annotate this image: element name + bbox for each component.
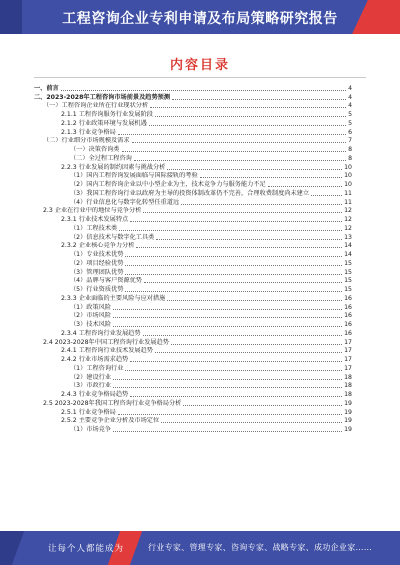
toc-entry-label: （1）专业技术优势 (70, 251, 124, 258)
toc-leader-dots (113, 309, 342, 310)
toc-entry-page: 7 (348, 137, 352, 145)
toc-entry[interactable] (34, 303, 352, 312)
toc-entry-label: 2.5.2 主要竞争企业分析及市场定位 (61, 417, 160, 425)
toc-entry-label: （2）建设行业 (70, 373, 112, 381)
toc-entry[interactable] (34, 355, 352, 364)
report-title: 工程咨询企业专利申请及布局策略研究报告 (62, 11, 338, 27)
toc-entry-page: 10 (344, 163, 352, 171)
toc-leader-dots (132, 142, 346, 143)
toc-leader-dots (167, 300, 342, 301)
toc-entry[interactable] (34, 390, 352, 399)
toc-leader-dots (136, 247, 342, 248)
toc-leader-dots (130, 361, 342, 362)
toc-entry-page: 12 (344, 216, 352, 223)
toc-entry[interactable] (34, 312, 352, 321)
toc-entry-page: 5 (348, 119, 352, 127)
toc-entry-label: （1）国内工程咨询发展面临与国际接轨的考验 (70, 172, 198, 180)
toc-entry[interactable] (34, 198, 352, 207)
toc-leader-dots (167, 169, 342, 170)
toc-entry-page: 17 (344, 364, 352, 372)
toc-entry[interactable] (34, 373, 352, 382)
toc-entry[interactable] (34, 145, 352, 154)
toc-entry-page: 15 (344, 259, 352, 267)
toc-leader-dots (155, 116, 346, 117)
toc-leader-dots (113, 379, 342, 380)
toc-leader-dots (200, 177, 342, 178)
toc-entry-page: 12 (344, 207, 352, 215)
toc-entry-label: 2.5 2023-2028年我国工程咨询行业竞争格局分析 (43, 399, 182, 407)
toc-entry-label: （二）行业细分市场规模及需求 (43, 137, 130, 145)
toc-entry-page: 14 (344, 251, 352, 258)
toc-entry-page: 11 (344, 198, 352, 206)
toc-entry-label: 2.1.1 工程咨询服务行业发展阶段 (61, 111, 153, 118)
toc-leader-dots (156, 239, 342, 240)
toc-entry[interactable] (34, 417, 352, 426)
toc-entry[interactable] (34, 154, 352, 163)
toc-entry-label: 2.1.3 行业竞争格局 (61, 128, 116, 136)
toc-leader-dots (181, 204, 342, 205)
toc-leader-dots (125, 274, 342, 275)
toc-entry[interactable] (34, 207, 352, 216)
footer-slogan: 让每个人都能成为 (48, 544, 125, 554)
footer-banner (0, 531, 400, 565)
toc-entry-label: （一）决策咨询类 (70, 146, 120, 153)
toc-entry[interactable] (34, 189, 352, 198)
toc-entry-label: 二、2023-2028年工程咨询市场前景及趋势预测 (34, 93, 171, 101)
toc-title: 内容目录 (169, 58, 230, 73)
toc-entry[interactable] (34, 137, 352, 146)
toc-leader-dots (113, 431, 342, 432)
toc-entry-label: 2.4.3 行业竞争格局趋势 (61, 391, 129, 398)
table-of-contents (34, 84, 352, 434)
toc-entry-page: 4 (348, 84, 352, 92)
toc-entry-page: 8 (348, 154, 352, 162)
toc-leader-dots (125, 256, 342, 257)
header-banner (0, 0, 400, 34)
toc-entry[interactable] (34, 110, 352, 119)
toc-entry[interactable] (34, 84, 352, 93)
toc-entry[interactable] (34, 172, 352, 181)
toc-entry[interactable] (34, 128, 352, 137)
toc-leader-dots (311, 195, 342, 196)
toc-entry-label: 2.4.2 行业市场需求趋势 (61, 356, 129, 363)
footer-accent (0, 531, 24, 565)
toc-entry-label: （2）项目经验优势 (70, 259, 124, 267)
toc-leader-dots (61, 90, 346, 91)
toc-entry[interactable] (34, 329, 352, 338)
toc-leader-dots (113, 326, 342, 327)
toc-entry[interactable] (34, 215, 352, 224)
toc-entry-label: （1）政策风险 (70, 303, 112, 311)
toc-entry[interactable] (34, 233, 352, 242)
toc-entry-page: 8 (348, 146, 352, 153)
toc-entry[interactable] (34, 259, 352, 268)
toc-leader-dots (161, 422, 342, 423)
toc-leader-dots (125, 370, 342, 371)
toc-entry-page: 6 (348, 128, 352, 136)
toc-entry-page: 19 (344, 408, 352, 416)
toc-entry[interactable] (34, 408, 352, 417)
toc-entry-page: 11 (344, 189, 352, 197)
toc-leader-dots (172, 99, 346, 100)
toc-entry-page: 17 (344, 338, 352, 346)
toc-entry-label: （一）工程咨询企业所在行业现状分析 (43, 102, 149, 110)
toc-entry-page: 18 (344, 391, 352, 398)
toc-entry-page: 16 (344, 312, 352, 320)
toc-entry-label: （二）全过程工程咨询 (70, 154, 132, 162)
toc-entry[interactable] (34, 425, 352, 434)
toc-entry[interactable] (34, 364, 352, 373)
toc-entry[interactable] (34, 180, 352, 189)
toc-leader-dots (119, 230, 342, 231)
toc-entry-label: （3）管理团队优势 (70, 268, 124, 276)
toc-leader-dots (183, 405, 342, 406)
toc-entry[interactable] (34, 242, 352, 251)
toc-entry-page: 19 (344, 426, 352, 433)
toc-entry-page: 10 (344, 181, 352, 188)
toc-entry-label: （1）市场竞争 (70, 426, 112, 433)
toc-entry-page: 16 (344, 321, 352, 328)
toc-entry-label: 2.4 2023-2028年中国工程咨询行业发展趋势 (43, 338, 169, 346)
toc-leader-dots (171, 344, 342, 345)
toc-entry-page: 15 (344, 268, 352, 276)
toc-leader-dots (118, 414, 342, 415)
toc-entry-label: （4）品牌与客户资源优势 (70, 277, 142, 285)
toc-entry[interactable] (34, 285, 352, 294)
toc-entry[interactable] (34, 224, 352, 233)
toc-entry-label: （1）工程技术类 (70, 224, 118, 232)
toc-entry-label: 2.3.4 工程咨询行业发展趋势 (61, 329, 141, 337)
toc-entry[interactable] (34, 119, 352, 128)
toc-entry[interactable] (34, 399, 352, 408)
toc-entry-label: （3）我国工程咨询行业以政府为主导的投资体制改革仍不完善，合理收费制度尚未建立 (70, 189, 310, 197)
toc-leader-dots (268, 186, 342, 187)
toc-entry[interactable] (34, 277, 352, 286)
toc-entry-page: 14 (344, 242, 352, 250)
toc-entry-label: 2.2.3 行业发展的制约因素与挑战分析 (61, 163, 166, 171)
toc-entry[interactable] (34, 163, 352, 172)
toc-entry-page: 15 (344, 286, 352, 293)
toc-entry-label: （2）市场风险 (70, 312, 112, 320)
toc-entry[interactable] (34, 93, 352, 102)
toc-entry-label: （4）行业信息化与数字化转型任重道远 (70, 198, 180, 206)
footer-roles: 行业专家、管理专家、咨询专家、战略专家、成功企业家…… (148, 543, 373, 552)
toc-entry-page: 15 (344, 277, 352, 285)
toc-entry-page: 16 (344, 329, 352, 337)
toc-entry-page: 4 (348, 102, 352, 110)
toc-entry-label: 2.4.1 工程咨询行业技术发展趋势 (61, 347, 153, 355)
toc-entry-page: 13 (344, 233, 352, 241)
toc-entry-label: 2.3.2 企业核心竞争力分析 (61, 242, 135, 250)
toc-leader-dots (134, 160, 346, 161)
toc-leader-dots (143, 335, 343, 336)
toc-entry-page: 19 (344, 417, 352, 425)
toc-entry-page: 16 (344, 294, 352, 302)
toc-entry-label: （2）国内工程咨询企业以中小型企业为主，技术竞争力与服务能力不足 (70, 181, 266, 188)
toc-entry[interactable] (34, 294, 352, 303)
toc-entry-label: 2.5.1 行业竞争格局 (61, 408, 116, 416)
toc-entry-label: （5）行业资质优势 (70, 286, 124, 293)
toc-leader-dots (149, 125, 346, 126)
toc-entry[interactable] (34, 250, 352, 259)
toc-entry-page: 18 (344, 382, 352, 390)
toc-leader-dots (143, 212, 342, 213)
toc-leader-dots (113, 387, 342, 388)
toc-entry-label: 2.3.1 行业技术发展特点 (61, 216, 129, 223)
toc-entry-page: 12 (344, 224, 352, 232)
toc-entry-label: （3）技术风险 (70, 321, 112, 328)
toc-entry[interactable] (34, 347, 352, 356)
toc-entry[interactable] (34, 338, 352, 347)
toc-entry[interactable] (34, 268, 352, 277)
toc-leader-dots (155, 352, 342, 353)
toc-entry-page: 5 (348, 111, 352, 118)
toc-entry-page: 19 (344, 399, 352, 407)
toc-leader-dots (118, 134, 346, 135)
toc-entry-page: 18 (344, 373, 352, 381)
toc-entry-page: 17 (344, 347, 352, 355)
toc-leader-dots (113, 317, 342, 318)
toc-leader-dots (130, 221, 342, 222)
toc-leader-dots (130, 396, 342, 397)
toc-entry-label: （1）工程咨询行业 (70, 364, 124, 372)
toc-leader-dots (125, 265, 342, 266)
toc-entry[interactable] (34, 382, 352, 391)
toc-leader-dots (150, 107, 346, 108)
toc-entry-label: 2.1.2 行业政策环境与发展机遇 (61, 119, 147, 127)
toc-entry-page: 10 (344, 172, 352, 180)
toc-entry-page: 4 (348, 93, 352, 101)
toc-leader-dots (122, 151, 347, 152)
toc-entry-page: 16 (344, 303, 352, 311)
toc-entry-label: 2.3 企业在行业中的地位与竞争分析 (43, 207, 142, 215)
toc-entry-label: 一、前言 (34, 84, 59, 92)
toc-leader-dots (144, 282, 342, 283)
toc-divider (34, 77, 366, 78)
toc-entry-label: 2.3.3 企业面临的主要风险与应对措施 (61, 294, 166, 302)
toc-entry-label: （2）信息技术与数字化工具类 (70, 233, 155, 241)
toc-entry-label: （3）市政行业 (70, 382, 112, 390)
toc-entry[interactable] (34, 320, 352, 329)
toc-entry-page: 17 (344, 356, 352, 363)
toc-leader-dots (125, 291, 342, 292)
toc-entry[interactable] (34, 102, 352, 111)
